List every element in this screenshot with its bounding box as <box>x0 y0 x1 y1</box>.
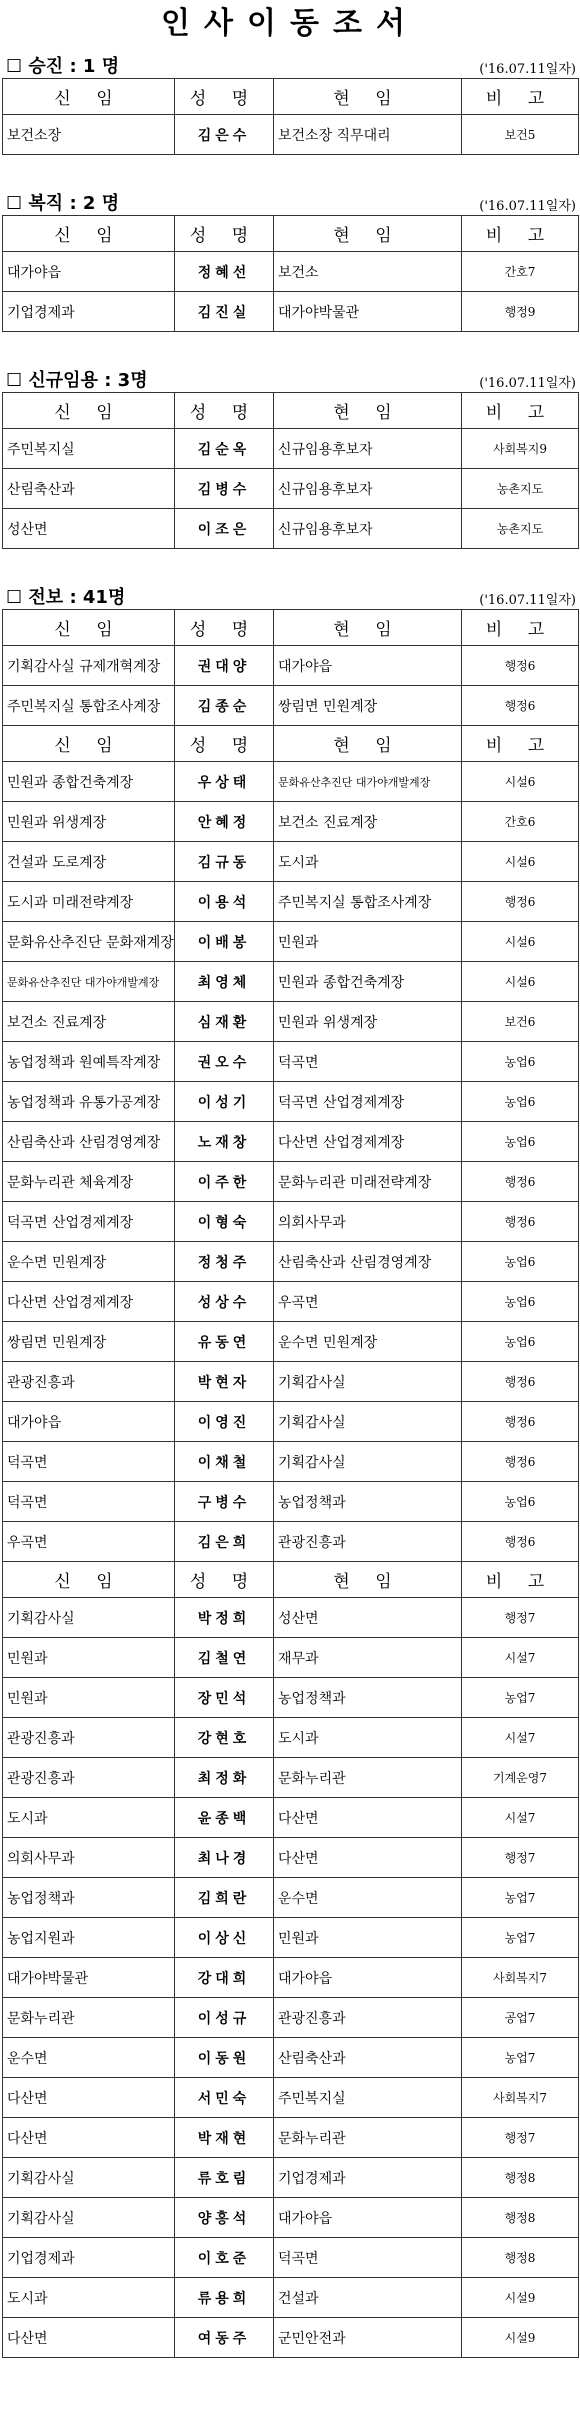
name-cell: 권대양 <box>175 646 274 686</box>
header-name: 성 명 <box>175 216 274 252</box>
note-cell: 사회복지9 <box>462 429 579 469</box>
current-post-cell: 쌍림면 민원계장 <box>274 686 462 726</box>
new-post-cell: 문화누리관 체육계장 <box>3 1162 175 1202</box>
section-gap <box>0 155 580 185</box>
section-header <box>0 48 580 78</box>
table-row <box>3 1042 579 1082</box>
new-post-cell: 대가야읍 <box>3 252 175 292</box>
header-new-post: 신 임 <box>3 726 175 762</box>
name-cell: 이동원 <box>175 2038 274 2078</box>
new-post-cell: 대가야읍 <box>3 1402 175 1442</box>
new-post-cell: 기획감사실 <box>3 2198 175 2238</box>
new-post-cell: 도시과 <box>3 2278 175 2318</box>
current-post-cell: 우곡면 <box>274 1282 462 1322</box>
table-row <box>3 2118 579 2158</box>
name-cell: 권오수 <box>175 1042 274 1082</box>
header-name: 성 명 <box>175 1562 274 1598</box>
current-post-cell: 민원과 종합건축계장 <box>274 962 462 1002</box>
table-header-row <box>3 393 579 429</box>
section-title: ☐ 복직 : 2 명 <box>6 193 120 214</box>
section-date: ('16.07.11일자) <box>479 199 576 214</box>
name-cell: 정청주 <box>175 1242 274 1282</box>
name-cell: 박현자 <box>175 1362 274 1402</box>
name-cell: 우상태 <box>175 762 274 802</box>
table-header-row <box>3 610 579 646</box>
current-post-cell: 신규임용후보자 <box>274 429 462 469</box>
new-post-cell: 보건소장 <box>3 115 175 155</box>
name-cell: 강대희 <box>175 1958 274 1998</box>
header-new-post: 신 임 <box>3 216 175 252</box>
table-row <box>3 1162 579 1202</box>
name-cell: 박재현 <box>175 2118 274 2158</box>
current-post-cell: 도시과 <box>274 842 462 882</box>
note-cell: 시설7 <box>462 1638 579 1678</box>
table-row <box>3 802 579 842</box>
header-current-post: 현 임 <box>274 1562 462 1598</box>
new-post-cell: 기획감사실 <box>3 1598 175 1638</box>
name-cell: 노재창 <box>175 1122 274 1162</box>
name-cell: 이배봉 <box>175 922 274 962</box>
note-cell: 농업6 <box>462 1322 579 1362</box>
table-row <box>3 2038 579 2078</box>
new-post-cell: 다산면 <box>3 2118 175 2158</box>
note-cell: 시설6 <box>462 842 579 882</box>
document-title: 인사이동조서 <box>161 6 419 41</box>
note-cell: 행정6 <box>462 1202 579 1242</box>
name-cell: 심재환 <box>175 1002 274 1042</box>
current-post-cell: 문화누리관 <box>274 1758 462 1798</box>
header-note: 비 고 <box>462 216 579 252</box>
new-post-cell: 민원과 <box>3 1678 175 1718</box>
current-post-cell: 기획감사실 <box>274 1442 462 1482</box>
note-cell: 간호6 <box>462 802 579 842</box>
section-2 <box>0 362 580 549</box>
new-post-cell: 대가야박물관 <box>3 1958 175 1998</box>
header-new-post: 신 임 <box>3 1562 175 1598</box>
section-header <box>0 579 580 609</box>
current-post-cell: 다산면 <box>274 1798 462 1838</box>
table-row <box>3 1122 579 1162</box>
table-row <box>3 1918 579 1958</box>
table-row <box>3 962 579 1002</box>
table-row <box>3 762 579 802</box>
table-row <box>3 2278 579 2318</box>
table-row <box>3 1638 579 1678</box>
new-post-cell: 기업경제과 <box>3 2238 175 2278</box>
new-post-cell: 우곡면 <box>3 1522 175 1562</box>
current-post-cell: 산림축산과 산림경영계장 <box>274 1242 462 1282</box>
current-post-cell: 문화누리관 <box>274 2118 462 2158</box>
header-current-post: 현 임 <box>274 79 462 115</box>
note-cell: 행정6 <box>462 1362 579 1402</box>
new-post-cell: 농업지원과 <box>3 1918 175 1958</box>
current-post-cell: 문화누리관 미래전략계장 <box>274 1162 462 1202</box>
new-post-cell: 기획감사실 <box>3 2158 175 2198</box>
table-row <box>3 1678 579 1718</box>
table-row <box>3 922 579 962</box>
header-current-post: 현 임 <box>274 610 462 646</box>
note-cell: 농업6 <box>462 1482 579 1522</box>
new-post-cell: 문화유산추진단 문화재계장 <box>3 922 175 962</box>
note-cell: 시설9 <box>462 2278 579 2318</box>
name-cell: 최나경 <box>175 1838 274 1878</box>
personnel-table <box>2 609 579 2358</box>
table-row <box>3 1082 579 1122</box>
table-header-row <box>3 216 579 252</box>
name-cell: 윤종백 <box>175 1798 274 1838</box>
current-post-cell: 관광진흥과 <box>274 1998 462 2038</box>
note-cell: 행정6 <box>462 686 579 726</box>
new-post-cell: 민원과 위생계장 <box>3 802 175 842</box>
section-date: ('16.07.11일자) <box>479 376 576 391</box>
name-cell: 김순옥 <box>175 429 274 469</box>
note-cell: 농업6 <box>462 1042 579 1082</box>
name-cell: 정혜선 <box>175 252 274 292</box>
table-row <box>3 882 579 922</box>
section-header <box>0 185 580 215</box>
current-post-cell: 신규임용후보자 <box>274 469 462 509</box>
note-cell: 간호7 <box>462 252 579 292</box>
name-cell: 최정화 <box>175 1758 274 1798</box>
table-row <box>3 509 579 549</box>
current-post-cell: 도시과 <box>274 1718 462 1758</box>
new-post-cell: 쌍림면 민원계장 <box>3 1322 175 1362</box>
header-name: 성 명 <box>175 79 274 115</box>
note-cell: 사회복지7 <box>462 2078 579 2118</box>
table-header-row <box>3 726 579 762</box>
section-gap <box>0 332 580 362</box>
name-cell: 김진실 <box>175 292 274 332</box>
note-cell: 시설7 <box>462 1718 579 1758</box>
header-new-post: 신 임 <box>3 393 175 429</box>
section-1 <box>0 185 580 332</box>
note-cell: 시설7 <box>462 1798 579 1838</box>
new-post-cell: 관광진흥과 <box>3 1362 175 1402</box>
table-row <box>3 1598 579 1638</box>
current-post-cell: 보건소 <box>274 252 462 292</box>
table-row <box>3 1758 579 1798</box>
current-post-cell: 문화유산추진단 대가야개발계장 <box>274 762 462 802</box>
current-post-cell: 대가야읍 <box>274 2198 462 2238</box>
name-cell: 구병수 <box>175 1482 274 1522</box>
personnel-table <box>2 392 579 549</box>
note-cell: 행정7 <box>462 1598 579 1638</box>
table-row <box>3 1958 579 1998</box>
name-cell: 김은수 <box>175 115 274 155</box>
note-cell: 사회복지7 <box>462 1958 579 1998</box>
table-row <box>3 252 579 292</box>
new-post-cell: 덕곡면 <box>3 1442 175 1482</box>
note-cell: 행정6 <box>462 646 579 686</box>
new-post-cell: 덕곡면 <box>3 1482 175 1522</box>
current-post-cell: 덕곡면 산업경제계장 <box>274 1082 462 1122</box>
name-cell: 이성기 <box>175 1082 274 1122</box>
note-cell: 농촌지도 <box>462 469 579 509</box>
table-row <box>3 1878 579 1918</box>
table-row <box>3 1442 579 1482</box>
new-post-cell: 보건소 진료계장 <box>3 1002 175 1042</box>
note-cell: 농업6 <box>462 1242 579 1282</box>
new-post-cell: 기획감사실 규제개혁계장 <box>3 646 175 686</box>
note-cell: 행정6 <box>462 882 579 922</box>
name-cell: 성상수 <box>175 1282 274 1322</box>
table-row <box>3 2238 579 2278</box>
table-header-row <box>3 1562 579 1598</box>
table-row <box>3 1522 579 1562</box>
name-cell: 이호준 <box>175 2238 274 2278</box>
section-0 <box>0 48 580 155</box>
note-cell: 농업6 <box>462 1282 579 1322</box>
table-row <box>3 1798 579 1838</box>
current-post-cell: 농업정책과 <box>274 1678 462 1718</box>
note-cell: 행정6 <box>462 1522 579 1562</box>
header-new-post: 신 임 <box>3 79 175 115</box>
header-note: 비 고 <box>462 393 579 429</box>
name-cell: 류용희 <box>175 2278 274 2318</box>
note-cell: 행정6 <box>462 1402 579 1442</box>
section-date: ('16.07.11일자) <box>479 62 576 77</box>
current-post-cell: 운수면 <box>274 1878 462 1918</box>
name-cell: 김희란 <box>175 1878 274 1918</box>
name-cell: 이상신 <box>175 1918 274 1958</box>
note-cell: 농업6 <box>462 1082 579 1122</box>
table-row <box>3 646 579 686</box>
section-header <box>0 362 580 392</box>
new-post-cell: 덕곡면 산업경제계장 <box>3 1202 175 1242</box>
current-post-cell: 민원과 위생계장 <box>274 1002 462 1042</box>
section-title: ☐ 승진 : 1 명 <box>6 56 120 77</box>
table-row <box>3 1402 579 1442</box>
name-cell: 이형숙 <box>175 1202 274 1242</box>
note-cell: 행정8 <box>462 2158 579 2198</box>
table-row <box>3 1482 579 1522</box>
document-body <box>0 48 580 2358</box>
name-cell: 박정희 <box>175 1598 274 1638</box>
table-row <box>3 469 579 509</box>
table-row <box>3 1718 579 1758</box>
header-current-post: 현 임 <box>274 393 462 429</box>
current-post-cell: 대가야읍 <box>274 646 462 686</box>
name-cell: 이조은 <box>175 509 274 549</box>
header-note: 비 고 <box>462 610 579 646</box>
name-cell: 서민숙 <box>175 2078 274 2118</box>
name-cell: 이영진 <box>175 1402 274 1442</box>
table-row <box>3 2078 579 2118</box>
note-cell: 시설9 <box>462 2318 579 2358</box>
table-row <box>3 1202 579 1242</box>
name-cell: 안혜정 <box>175 802 274 842</box>
current-post-cell: 민원과 <box>274 922 462 962</box>
name-cell: 이채철 <box>175 1442 274 1482</box>
note-cell: 농업7 <box>462 2038 579 2078</box>
current-post-cell: 재무과 <box>274 1638 462 1678</box>
current-post-cell: 기업경제과 <box>274 2158 462 2198</box>
table-row <box>3 2198 579 2238</box>
section-3 <box>0 579 580 2358</box>
new-post-cell: 운수면 <box>3 2038 175 2078</box>
name-cell: 양홍석 <box>175 2198 274 2238</box>
current-post-cell: 주민복지실 <box>274 2078 462 2118</box>
note-cell: 공업7 <box>462 1998 579 2038</box>
header-name: 성 명 <box>175 393 274 429</box>
new-post-cell: 관광진흥과 <box>3 1718 175 1758</box>
name-cell: 김규동 <box>175 842 274 882</box>
new-post-cell: 농업정책과 유통가공계장 <box>3 1082 175 1122</box>
current-post-cell: 덕곡면 <box>274 2238 462 2278</box>
header-note: 비 고 <box>462 726 579 762</box>
new-post-cell: 건설과 도로계장 <box>3 842 175 882</box>
note-cell: 시설6 <box>462 922 579 962</box>
name-cell: 김철연 <box>175 1638 274 1678</box>
new-post-cell: 산림축산과 <box>3 469 175 509</box>
new-post-cell: 도시과 미래전략계장 <box>3 882 175 922</box>
table-row <box>3 115 579 155</box>
section-title: ☐ 신규임용 : 3명 <box>6 370 148 391</box>
note-cell: 행정6 <box>462 1162 579 1202</box>
name-cell: 이주한 <box>175 1162 274 1202</box>
header-name: 성 명 <box>175 610 274 646</box>
table-row <box>3 2158 579 2198</box>
current-post-cell: 의회사무과 <box>274 1202 462 1242</box>
personnel-table <box>2 78 579 155</box>
current-post-cell: 기획감사실 <box>274 1362 462 1402</box>
current-post-cell: 민원과 <box>274 1918 462 1958</box>
personnel-table <box>2 215 579 332</box>
note-cell: 보건6 <box>462 1002 579 1042</box>
new-post-cell: 다산면 <box>3 2078 175 2118</box>
name-cell: 장민석 <box>175 1678 274 1718</box>
table-row <box>3 1242 579 1282</box>
table-row <box>3 429 579 469</box>
name-cell: 최영체 <box>175 962 274 1002</box>
section-gap <box>0 549 580 579</box>
section-date: ('16.07.11일자) <box>479 593 576 608</box>
name-cell: 이용석 <box>175 882 274 922</box>
table-row <box>3 686 579 726</box>
current-post-cell: 다산면 산업경제계장 <box>274 1122 462 1162</box>
new-post-cell: 문화유산추진단 대가야개발계장 <box>3 962 175 1002</box>
table-row <box>3 1838 579 1878</box>
note-cell: 행정8 <box>462 2198 579 2238</box>
note-cell: 기계운영7 <box>462 1758 579 1798</box>
new-post-cell: 주민복지실 통합조사계장 <box>3 686 175 726</box>
name-cell: 김은희 <box>175 1522 274 1562</box>
header-note: 비 고 <box>462 1562 579 1598</box>
section-title: ☐ 전보 : 41명 <box>6 587 126 608</box>
header-current-post: 현 임 <box>274 726 462 762</box>
table-header-row <box>3 79 579 115</box>
new-post-cell: 다산면 산업경제계장 <box>3 1282 175 1322</box>
name-cell: 유동연 <box>175 1322 274 1362</box>
name-cell: 이성규 <box>175 1998 274 2038</box>
header-name: 성 명 <box>175 726 274 762</box>
note-cell: 행정7 <box>462 2118 579 2158</box>
current-post-cell: 신규임용후보자 <box>274 509 462 549</box>
table-row <box>3 292 579 332</box>
header-note: 비 고 <box>462 79 579 115</box>
note-cell: 시설6 <box>462 762 579 802</box>
note-cell: 농업7 <box>462 1678 579 1718</box>
table-row <box>3 1362 579 1402</box>
name-cell: 여동주 <box>175 2318 274 2358</box>
current-post-cell: 보건소장 직무대리 <box>274 115 462 155</box>
table-row <box>3 1282 579 1322</box>
note-cell: 농업7 <box>462 1878 579 1918</box>
current-post-cell: 운수면 민원계장 <box>274 1322 462 1362</box>
current-post-cell: 대가야박물관 <box>274 292 462 332</box>
new-post-cell: 성산면 <box>3 509 175 549</box>
table-row <box>3 2318 579 2358</box>
current-post-cell: 관광진흥과 <box>274 1522 462 1562</box>
current-post-cell: 주민복지실 통합조사계장 <box>274 882 462 922</box>
table-row <box>3 842 579 882</box>
new-post-cell: 농업정책과 <box>3 1878 175 1918</box>
new-post-cell: 민원과 <box>3 1638 175 1678</box>
current-post-cell: 건설과 <box>274 2278 462 2318</box>
new-post-cell: 문화누리관 <box>3 1998 175 2038</box>
table-row <box>3 1322 579 1362</box>
current-post-cell: 성산면 <box>274 1598 462 1638</box>
current-post-cell: 군민안전과 <box>274 2318 462 2358</box>
new-post-cell: 기업경제과 <box>3 292 175 332</box>
note-cell: 행정7 <box>462 1838 579 1878</box>
note-cell: 농촌지도 <box>462 509 579 549</box>
new-post-cell: 민원과 종합건축계장 <box>3 762 175 802</box>
new-post-cell: 의회사무과 <box>3 1838 175 1878</box>
new-post-cell: 관광진흥과 <box>3 1758 175 1798</box>
table-row <box>3 1002 579 1042</box>
new-post-cell: 산림축산과 산림경영계장 <box>3 1122 175 1162</box>
note-cell: 농업6 <box>462 1122 579 1162</box>
current-post-cell: 덕곡면 <box>274 1042 462 1082</box>
note-cell: 농업7 <box>462 1918 579 1958</box>
current-post-cell: 산림축산과 <box>274 2038 462 2078</box>
note-cell: 행정9 <box>462 292 579 332</box>
table-row <box>3 1998 579 2038</box>
name-cell: 김종순 <box>175 686 274 726</box>
new-post-cell: 운수면 민원계장 <box>3 1242 175 1282</box>
name-cell: 류호림 <box>175 2158 274 2198</box>
new-post-cell: 도시과 <box>3 1798 175 1838</box>
header-new-post: 신 임 <box>3 610 175 646</box>
current-post-cell: 기획감사실 <box>274 1402 462 1442</box>
new-post-cell: 주민복지실 <box>3 429 175 469</box>
note-cell: 보건5 <box>462 115 579 155</box>
current-post-cell: 보건소 진료계장 <box>274 802 462 842</box>
new-post-cell: 농업정책과 원예특작계장 <box>3 1042 175 1082</box>
name-cell: 강현호 <box>175 1718 274 1758</box>
current-post-cell: 다산면 <box>274 1838 462 1878</box>
header-current-post: 현 임 <box>274 216 462 252</box>
new-post-cell: 다산면 <box>3 2318 175 2358</box>
note-cell: 행정8 <box>462 2238 579 2278</box>
note-cell: 시설6 <box>462 962 579 1002</box>
note-cell: 행정6 <box>462 1442 579 1482</box>
current-post-cell: 농업정책과 <box>274 1482 462 1522</box>
current-post-cell: 대가야읍 <box>274 1958 462 1998</box>
name-cell: 김병수 <box>175 469 274 509</box>
